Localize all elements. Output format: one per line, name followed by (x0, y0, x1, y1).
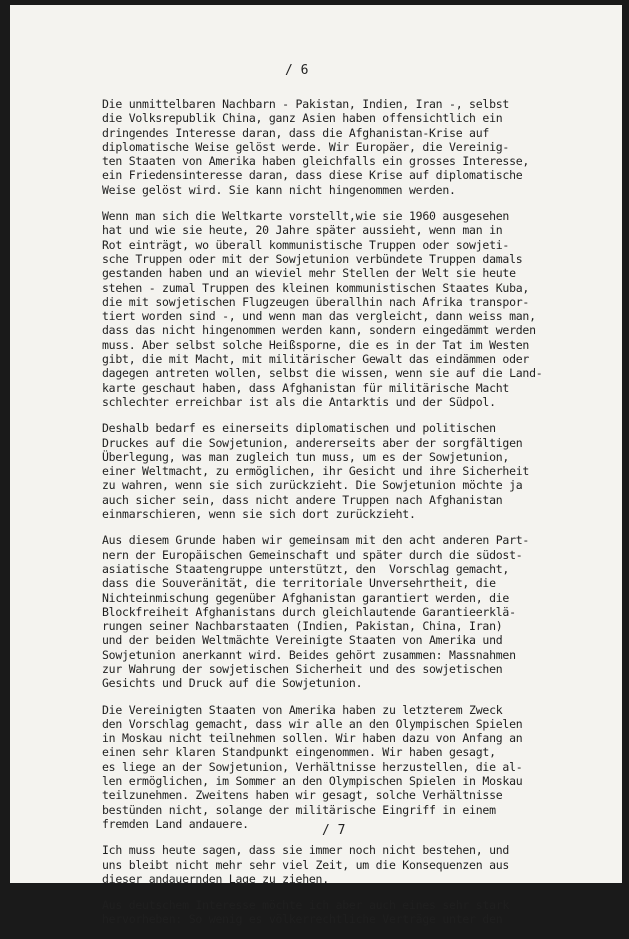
text-line: die Volksrepublik China, ganz Asien haben offensichtlich ein (102, 111, 503, 126)
text-line: dass das nicht hingenommen werden kann, sondern eingedämmt werden (102, 323, 536, 338)
text-line: hat und wie sie heute, 20 Jahre später aussieht, wenn man in (102, 223, 503, 238)
document-page (10, 5, 622, 927)
text-line: Aus diesem Grunde haben wir gemeinsam mit den acht anderen Part- (102, 533, 530, 548)
text-line: einer Weltmacht, zu ermöglichen, ihr Gesicht und ihre Sicherheit (102, 464, 530, 479)
text-line: teilzunehmen. Zweitens haben wir gesagt, solche Verhältnisse (102, 788, 503, 803)
document-body (102, 97, 582, 939)
text-line: und der beiden Weltmächte Vereinigte Staaten von Amerika und (102, 633, 503, 648)
paragraph (102, 209, 582, 409)
text-line: in Moskau nicht teilnehmen sollen. Wir haben dazu von Anfang an (102, 731, 523, 746)
text-line: Blockfreiheit Afghanistans durch gleichlautende Garantieerklä- (102, 604, 516, 619)
text-line: den Vorschlag gemacht, dass wir alle an den Olympischen Spielen (102, 716, 523, 731)
text-line: dagegen antreten wollen, selbst die wissen, wenn sie auf die Land- (102, 366, 543, 381)
paragraph (102, 843, 582, 886)
text-line: einen sehr klaren Standpunkt eingenommen. Wir haben gesagt, (102, 745, 496, 760)
text-line: Rot einträgt, wo überall kommunistische Truppen oder sowjeti- (102, 237, 510, 252)
text-line: dass die Souveränität, die territoriale Unversehrtheit, die (102, 576, 496, 591)
text-line: Gesichts und Druck auf die Sowjetunion. (102, 676, 363, 691)
text-line: Überlegung, was man zugleich tun muss, um es der Sowjetunion, (102, 449, 510, 464)
next-page-number: / 7 (322, 823, 346, 838)
text-line: Deshalb bedarf es einerseits diplomatischen und politischen (102, 421, 496, 436)
text-line: bestünden nicht, solange der militärische Eingriff in einem (102, 802, 496, 817)
text-line: Die unmittelbaren Nachbarn - Pakistan, Indien, Iran -, selbst (102, 97, 510, 111)
text-line: Sowjetunion anerkannt wird. Beides gehört zusammen: Massnahmen (102, 647, 516, 662)
text-line: es liege an der Sowjetunion, Verhältnisse herzustellen, die al- (102, 759, 523, 774)
text-line: tiert worden sind -, und wenn man das vergleicht, dann weiss man, (102, 309, 536, 324)
text-line: uns bleibt nicht mehr sehr viel Zeit, um die Konsequenzen aus (102, 857, 510, 872)
text-line: Aus deutschem Interesse möchte ich aber auch eines sehr stark (102, 898, 510, 913)
paragraph (102, 703, 582, 832)
text-line: dieser andauernden Lage zu ziehen. (102, 871, 329, 886)
text-line: Ich muss heute sagen, dass sie immer noch nicht bestehen, und (102, 843, 510, 858)
text-line: schlechter erreichbar ist als die Antarktis und der Südpol. (102, 394, 496, 409)
text-line: Weise gelöst wird. Sie kann nicht hingenommen werden. (102, 182, 456, 197)
text-line: sche Truppen oder mit der Sowjetunion verbündete Truppen damals (102, 251, 523, 266)
paragraph (102, 97, 582, 197)
text-line: rungen seiner Nachbarstaaten (Indien, Pakistan, China, Iran) (102, 619, 503, 634)
text-line: Die Vereinigten Staaten von Amerika haben zu letzterem Zweck (102, 702, 503, 717)
text-line: einmarschieren, wenn sie sich dort zurückzieht. (102, 507, 416, 522)
text-line: zu wahren, wenn sie sich zurückzieht. Die Sowjetunion möchte ja (102, 478, 523, 493)
text-line: Druckes auf die Sowjetunion, andererseits aber der sorgfältigen (102, 435, 523, 450)
text-line: ten Staaten von Amerika haben gleichfalls ein grosses Interesse, (102, 154, 530, 169)
text-line: Nichteinmischung gegenüber Afghanistan garantiert werden, die (102, 590, 510, 605)
text-line: dringendes Interesse daran, dass die Afghanistan-Krise auf (102, 125, 490, 140)
text-line: diplomatische Weise gelöst werde. Wir Europäer, die Vereinig- (102, 139, 510, 154)
page-number: / 6 (285, 63, 309, 78)
text-line: zur Wahrung der sowjetischen Sicherheit und des sowjetischen (102, 661, 503, 676)
text-line: karte geschaut haben, dass Afghanistan für militärische Macht (102, 380, 510, 395)
text-line: nern der Europäischen Gemeinschaft und später durch die südost- (102, 547, 523, 562)
text-line: fremden Land andauere. (102, 816, 249, 831)
text-line: gestanden haben und an wieviel mehr Stellen der Welt sie heute (102, 266, 516, 281)
text-line: gibt, die mit Macht, mit militärischer Gewalt das eindämmen oder (102, 352, 530, 367)
text-line: die mit sowjetischen Flugzeugen überallhin nach Afrika transpor- (102, 294, 530, 309)
text-line: ein Friedensinteresse daran, dass diese Krise auf diplomatische (102, 168, 523, 183)
text-line: Wenn man sich die Weltkarte vorstellt,wie sie 1960 ausgesehen (102, 209, 510, 224)
text-line: len ermöglichen, im Sommer an den Olympischen Spielen in Moskau (102, 774, 523, 789)
paragraph (102, 421, 582, 521)
text-line: asiatische Staatengruppe unterstützt, den Vorschlag gemacht, (102, 561, 510, 576)
paragraph (102, 898, 582, 927)
paragraph (102, 533, 582, 690)
text-line: auch sicher sein, dass nicht andere Truppen nach Afghanistan (102, 492, 503, 507)
text-line: stehen - zumal Truppen des kleinen kommunistischen Staates Kuba, (102, 280, 530, 295)
text-line: hervorheben: So wenig es völkerrechtliche Verträge unter den (102, 912, 503, 927)
text-line: muss. Aber selbst solche Heißsporne, die es in der Tat im Westen (102, 337, 530, 352)
